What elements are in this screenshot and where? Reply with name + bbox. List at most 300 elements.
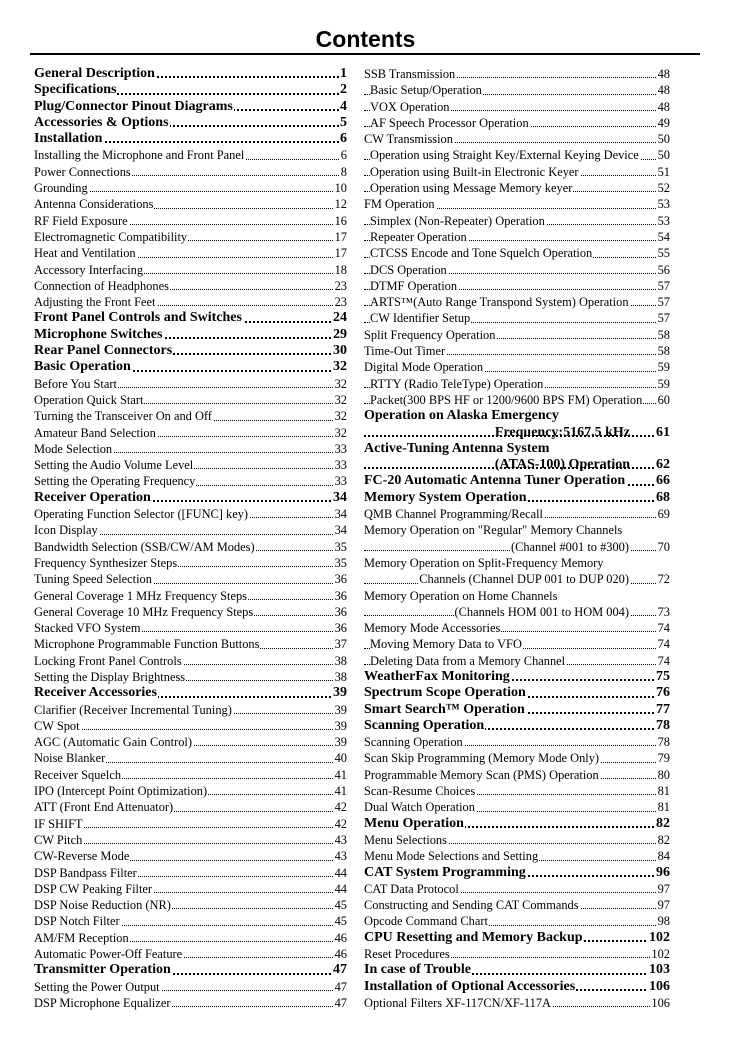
toc-entry-page: 53 bbox=[657, 213, 670, 228]
toc-entry-page: 35 bbox=[334, 539, 347, 554]
toc-entry bbox=[34, 164, 347, 180]
dot-leader bbox=[34, 729, 347, 730]
toc-entry-title: FC-20 Automatic Antenna Tuner Operation bbox=[364, 473, 626, 489]
toc-entry-title: CAT System Programming bbox=[364, 864, 526, 880]
toc-entry-page: 103 bbox=[649, 962, 670, 978]
toc-entry-title: Turning the Transceiver On and Off bbox=[34, 409, 212, 424]
toc-entry bbox=[364, 555, 670, 571]
toc-entry-title: Bandwidth Selection (SSB/CW/AM Modes) bbox=[34, 539, 255, 554]
toc-entry-page: 16 bbox=[334, 213, 347, 228]
toc-entry bbox=[364, 962, 670, 978]
toc-entry-title: Installing the Microphone and Front Panel bbox=[34, 148, 245, 163]
toc-entry-page: 36 bbox=[334, 604, 347, 619]
toc-entry bbox=[364, 82, 670, 98]
toc-entry-title: IPO (Intercept Point Optimization) bbox=[34, 784, 208, 799]
toc-entry-page: 45 bbox=[334, 898, 347, 913]
toc-entry bbox=[364, 392, 670, 408]
toc-entry bbox=[364, 979, 670, 995]
toc-entry bbox=[34, 620, 347, 636]
toc-entry-title: Operation using Built-in Electronic Keyer bbox=[370, 164, 579, 179]
toc-entry-page: 97 bbox=[657, 898, 670, 913]
toc-entry-title: Operating Function Selector ([FUNC] key) bbox=[34, 507, 249, 522]
toc-entry-page: 81 bbox=[657, 800, 670, 815]
toc-entry bbox=[34, 881, 347, 897]
toc-entry-title: Accessory Interfacing bbox=[34, 262, 144, 277]
toc-entry bbox=[34, 82, 347, 98]
toc-entry-page: 29 bbox=[333, 326, 347, 342]
toc-entry-page: 60 bbox=[657, 392, 670, 407]
toc-entry-title: (Channels HOM 001 to HOM 004) bbox=[454, 604, 629, 619]
toc-entry-page: 58 bbox=[657, 344, 670, 359]
toc-entry-title: Scanning Operation bbox=[364, 717, 485, 733]
toc-entry-title: Setting the Operating Frequency bbox=[34, 474, 196, 489]
toc-entry-page: 50 bbox=[657, 148, 670, 163]
toc-entry bbox=[34, 392, 347, 408]
toc-entry-title: DSP Noise Reduction (NR) bbox=[34, 898, 171, 913]
toc-entry bbox=[364, 588, 670, 604]
toc-entry-title: Memory Operation on Home Channels bbox=[364, 588, 558, 603]
toc-entry bbox=[364, 115, 670, 131]
toc-entry-page: 32 bbox=[334, 376, 347, 391]
toc-entry bbox=[364, 245, 670, 261]
toc-entry-page: 78 bbox=[656, 717, 670, 733]
toc-entry bbox=[364, 310, 670, 326]
toc-entry bbox=[34, 685, 347, 701]
toc-entry-page: 41 bbox=[334, 784, 347, 799]
toc-entry bbox=[34, 946, 347, 962]
toc-entry-page: 54 bbox=[657, 229, 670, 244]
toc-entry bbox=[364, 180, 670, 196]
toc-entry-title: Plug/Connector Pinout Diagrams bbox=[34, 98, 233, 114]
toc-entry-page: 23 bbox=[334, 278, 347, 293]
toc-entry-title: Setting the Audio Volume Level bbox=[34, 458, 194, 473]
toc-entry-page: 84 bbox=[657, 849, 670, 864]
toc-entry bbox=[34, 473, 347, 489]
toc-entry bbox=[364, 213, 670, 229]
toc-entry bbox=[364, 930, 670, 946]
toc-entry-page: 74 bbox=[657, 621, 670, 636]
toc-entry bbox=[34, 816, 347, 832]
toc-entry-title: Adjusting the Front Feet bbox=[34, 295, 156, 310]
toc-entry-title: Microphone Programmable Function Buttons bbox=[34, 637, 260, 652]
toc-entry-title: Installation bbox=[34, 131, 103, 147]
toc-entry bbox=[34, 930, 347, 946]
toc-entry bbox=[364, 359, 670, 375]
toc-entry-title: Front Panel Controls and Switches bbox=[34, 310, 242, 326]
toc-entry-page: 24 bbox=[333, 310, 347, 326]
toc-entry-page: 72 bbox=[657, 572, 670, 587]
toc-entry bbox=[364, 294, 670, 310]
toc-entry bbox=[34, 571, 347, 587]
toc-entry bbox=[34, 343, 347, 359]
toc-entry bbox=[364, 946, 670, 962]
toc-entry-title: Setting the Power Output bbox=[34, 979, 160, 994]
toc-entry bbox=[34, 767, 347, 783]
toc-entry bbox=[364, 685, 670, 701]
toc-entry-page: 38 bbox=[334, 669, 347, 684]
toc-entry-page: 10 bbox=[334, 181, 347, 196]
toc-entry-page: 43 bbox=[334, 849, 347, 864]
toc-entry-title: Automatic Power-Off Feature bbox=[34, 947, 183, 962]
toc-entry-page: 75 bbox=[656, 668, 670, 684]
toc-entry-title: Installation of Optional Accessories bbox=[364, 978, 576, 994]
toc-entry-page: 32 bbox=[334, 392, 347, 407]
toc-entry-page: 48 bbox=[657, 99, 670, 114]
toc-right-column bbox=[364, 66, 670, 1011]
toc-entry bbox=[34, 147, 347, 163]
toc-entry-title: SSB Transmission bbox=[364, 67, 456, 81]
toc-entry-title: Opcode Command Chart bbox=[364, 914, 488, 929]
toc-entry-title: VOX Operation bbox=[370, 99, 450, 114]
toc-entry-title: Antenna Considerations bbox=[34, 197, 154, 212]
toc-entry bbox=[34, 832, 347, 848]
toc-entry bbox=[34, 506, 347, 522]
toc-entry bbox=[34, 799, 347, 815]
toc-entry bbox=[364, 832, 670, 848]
toc-entry bbox=[364, 669, 670, 685]
toc-entry-title: Dual Watch Operation bbox=[364, 800, 475, 815]
toc-entry bbox=[34, 750, 347, 766]
toc-entry bbox=[34, 555, 347, 571]
toc-entry-title: Accessories & Options bbox=[34, 114, 169, 130]
toc-entry bbox=[364, 620, 670, 636]
toc-entry-title: Receiver Squelch bbox=[34, 767, 122, 782]
toc-entry-page: 36 bbox=[334, 621, 347, 636]
toc-entry-title: DCS Operation bbox=[370, 262, 447, 277]
toc-entry-title: Deleting Data from a Memory Channel bbox=[370, 653, 566, 668]
toc-entry-title: (ATAS-100) Operation bbox=[494, 457, 630, 473]
toc-entry bbox=[364, 164, 670, 180]
toc-entry-title: Operation using Straight Key/External Keying Device bbox=[370, 148, 639, 163]
toc-entry-page: 96 bbox=[656, 864, 670, 880]
toc-entry bbox=[364, 636, 670, 652]
toc-entry bbox=[34, 522, 347, 538]
toc-entry bbox=[364, 718, 670, 734]
toc-entry-page: 34 bbox=[334, 523, 347, 538]
toc-entry-title: Operation on Alaska Emergency bbox=[364, 408, 559, 424]
toc-entry-page: 44 bbox=[334, 865, 347, 880]
toc-entry bbox=[34, 490, 347, 506]
toc-entry-page: 33 bbox=[334, 458, 347, 473]
toc-entry-title: RF Field Exposure bbox=[34, 213, 128, 228]
toc-entry-page: 33 bbox=[334, 474, 347, 489]
toc-entry-title: Transmitter Operation bbox=[34, 962, 171, 978]
toc-entry-page: 34 bbox=[333, 489, 347, 505]
toc-entry-title: Channels (Channel DUP 001 to DUP 020) bbox=[419, 572, 629, 587]
toc-entry bbox=[364, 425, 670, 441]
toc-entry-title: Basic Operation bbox=[34, 359, 131, 375]
toc-entry bbox=[34, 213, 347, 229]
toc-entry-page: 62 bbox=[656, 457, 670, 473]
toc-entry bbox=[364, 147, 670, 163]
toc-entry-page: 32 bbox=[334, 425, 347, 440]
toc-entry-page: 8 bbox=[340, 164, 347, 179]
toc-entry-title: Amateur Band Selection bbox=[34, 425, 156, 440]
toc-entry bbox=[364, 229, 670, 245]
toc-entry bbox=[34, 115, 347, 131]
toc-entry bbox=[34, 376, 347, 392]
toc-entry bbox=[34, 180, 347, 196]
toc-entry bbox=[34, 865, 347, 881]
toc-entry-title: ARTS™(Auto Range Transpond System) Operation bbox=[370, 295, 629, 310]
toc-entry bbox=[364, 702, 670, 718]
toc-entry-page: 73 bbox=[657, 604, 670, 619]
toc-entry-title: In case of Trouble bbox=[364, 962, 471, 978]
toc-entry-title: Optional Filters XF-117CN/XF-117A bbox=[364, 995, 552, 1010]
toc-entry bbox=[34, 783, 347, 799]
toc-entry bbox=[364, 262, 670, 278]
toc-entry-page: 30 bbox=[333, 343, 347, 359]
toc-entry bbox=[364, 376, 670, 392]
toc-entry-title: Setting the Display Brightness bbox=[34, 669, 186, 684]
toc-entry-title: CPU Resetting and Memory Backup bbox=[364, 929, 583, 945]
toc-entry-page: 59 bbox=[657, 376, 670, 391]
title-underline bbox=[30, 53, 700, 55]
toc-entry-page: 38 bbox=[334, 653, 347, 668]
toc-entry-title: QMB Channel Programming/Recall bbox=[364, 507, 543, 522]
toc-entry-title: DSP Notch Filter bbox=[34, 914, 120, 929]
toc-entry-title: DSP CW Peaking Filter bbox=[34, 881, 153, 896]
toc-entry bbox=[364, 913, 670, 929]
toc-entry-page: 33 bbox=[334, 441, 347, 456]
toc-entry bbox=[34, 702, 347, 718]
toc-entry-page: 82 bbox=[656, 815, 670, 831]
toc-entry-title: CW Pitch bbox=[34, 832, 83, 847]
toc-entry bbox=[364, 604, 670, 620]
toc-entry-title: DTMF Operation bbox=[370, 278, 458, 293]
toc-entry bbox=[34, 897, 347, 913]
toc-entry-title: Menu Mode Selections and Setting bbox=[364, 849, 539, 864]
toc-entry-title: Tuning Speed Selection bbox=[34, 572, 152, 587]
toc-entry-page: 39 bbox=[334, 735, 347, 750]
toc-entry-page: 32 bbox=[333, 359, 347, 375]
toc-entry bbox=[364, 131, 670, 147]
toc-entry-title: Locking Front Panel Controls bbox=[34, 653, 182, 668]
toc-entry-title: IF SHIFT bbox=[34, 816, 83, 831]
toc-entry-page: 40 bbox=[334, 751, 347, 766]
toc-entry-title: Operation Quick Start bbox=[34, 392, 144, 407]
toc-entry-page: 42 bbox=[334, 800, 347, 815]
toc-entry-title: Time-Out Timer bbox=[364, 344, 446, 359]
toc-entry-title: Menu Operation bbox=[364, 815, 464, 831]
toc-entry-page: 70 bbox=[657, 539, 670, 554]
toc-entry-page: 2 bbox=[340, 82, 347, 98]
toc-entry bbox=[364, 441, 670, 457]
toc-entry bbox=[34, 327, 347, 343]
toc-entry-page: 48 bbox=[657, 83, 670, 98]
toc-entry-page: 12 bbox=[334, 197, 347, 212]
toc-entry-page: 47 bbox=[333, 962, 347, 978]
toc-entry-title: Menu Selections bbox=[364, 832, 447, 847]
toc-entry-title: Scanning Operation bbox=[364, 735, 463, 750]
toc-entry bbox=[34, 441, 347, 457]
toc-entry bbox=[34, 653, 347, 669]
toc-entry bbox=[34, 131, 347, 147]
toc-entry bbox=[34, 99, 347, 115]
toc-entry-page: 36 bbox=[334, 588, 347, 603]
toc-entry bbox=[364, 881, 670, 897]
toc-entry-page: 97 bbox=[657, 881, 670, 896]
toc-entry-page: 98 bbox=[657, 914, 670, 929]
toc-entry bbox=[364, 799, 670, 815]
toc-entry-title: Receiver Accessories bbox=[34, 685, 157, 701]
toc-entry-page: 42 bbox=[334, 816, 347, 831]
toc-entry bbox=[364, 473, 670, 489]
toc-entry bbox=[34, 408, 347, 424]
toc-entry-title: CW Transmission bbox=[364, 132, 453, 147]
toc-entry-page: 58 bbox=[657, 327, 670, 342]
toc-entry-title: Memory Operation on "Regular" Memory Channels bbox=[364, 523, 623, 538]
toc-entry bbox=[364, 278, 670, 294]
toc-entry-page: 74 bbox=[657, 653, 670, 668]
toc-entry-title: Mode Selection bbox=[34, 441, 113, 456]
toc-entry-page: 36 bbox=[334, 572, 347, 587]
toc-entry-title: Memory Operation on Split-Frequency Memory bbox=[364, 555, 604, 570]
toc-entry-title: Electromagnetic Compatibility bbox=[34, 229, 188, 244]
toc-entry bbox=[34, 278, 347, 294]
toc-entry-title: Repeater Operation bbox=[370, 229, 467, 244]
toc-entry-title: CTCSS Encode and Tone Squelch Operation bbox=[370, 246, 593, 261]
toc-entry-page: 41 bbox=[334, 767, 347, 782]
toc-entry-title: (Channel #001 to #300) bbox=[510, 539, 629, 554]
toc-entry bbox=[364, 653, 670, 669]
toc-entry-title: Power Connections bbox=[34, 164, 131, 179]
toc-entry-title: AF Speech Processor Operation bbox=[370, 115, 529, 130]
toc-entry bbox=[34, 848, 347, 864]
toc-entry bbox=[34, 310, 347, 326]
toc-entry-title: Spectrum Scope Operation bbox=[364, 685, 526, 701]
toc-entry-title: Stacked VFO System bbox=[34, 621, 141, 636]
toc-entry-page: 102 bbox=[649, 929, 670, 945]
toc-entry-title: Rear Panel Connectors bbox=[34, 343, 173, 359]
toc-entry bbox=[34, 245, 347, 261]
toc-entry-title: Clarifier (Receiver Incremental Tuning) bbox=[34, 702, 232, 717]
toc-entry-title: Icon Display bbox=[34, 523, 98, 538]
toc-entry-page: 81 bbox=[657, 784, 670, 799]
toc-entry bbox=[364, 196, 670, 212]
toc-entry-page: 74 bbox=[657, 637, 670, 652]
toc-entry-title: Scan-Resume Choices bbox=[364, 784, 476, 799]
toc-entry-page: 17 bbox=[334, 229, 347, 244]
toc-entry bbox=[364, 848, 670, 864]
toc-entry bbox=[34, 66, 347, 82]
toc-entry-page: 79 bbox=[657, 751, 670, 766]
toc-entry-page: 34 bbox=[334, 507, 347, 522]
toc-entry-title: Programmable Memory Scan (PMS) Operation bbox=[364, 767, 599, 782]
toc-entry-page: 50 bbox=[657, 132, 670, 147]
toc-entry-title: RTTY (Radio TeleType) Operation bbox=[370, 376, 544, 391]
toc-entry bbox=[364, 571, 670, 587]
toc-entry-title: Before You Start bbox=[34, 376, 117, 391]
toc-entry-page: 56 bbox=[657, 262, 670, 277]
toc-entry bbox=[364, 506, 670, 522]
toc-entry bbox=[364, 995, 670, 1011]
toc-entry bbox=[34, 229, 347, 245]
toc-entry-title: CAT Data Protocol bbox=[364, 881, 459, 896]
toc-entry bbox=[364, 99, 670, 115]
toc-entry-page: 32 bbox=[334, 409, 347, 424]
toc-entry-title: Digital Mode Operation bbox=[364, 360, 484, 375]
toc-entry-title: Smart Search™ Operation bbox=[364, 701, 525, 717]
toc-entry-page: 47 bbox=[334, 979, 347, 994]
toc-entry bbox=[34, 359, 347, 375]
toc-entry-title: CW Spot bbox=[34, 718, 80, 733]
toc-entry-page: 82 bbox=[657, 832, 670, 847]
toc-entry-page: 6 bbox=[340, 148, 347, 163]
toc-entry bbox=[34, 294, 347, 310]
toc-entry-page: 55 bbox=[657, 246, 670, 261]
toc-entry-title: AGC (Automatic Gain Control) bbox=[34, 735, 192, 750]
toc-entry-title: Scan Skip Programming (Memory Mode Only) bbox=[364, 751, 600, 766]
toc-entry bbox=[34, 636, 347, 652]
toc-entry bbox=[364, 490, 670, 506]
toc-entry-page: 69 bbox=[657, 507, 670, 522]
toc-entry-page: 1 bbox=[340, 66, 347, 81]
toc-entry-page: 48 bbox=[657, 67, 670, 81]
toc-entry bbox=[364, 865, 670, 881]
toc-entry-title: Specifications bbox=[34, 82, 117, 98]
toc-entry-title: Noise Blanker bbox=[34, 751, 106, 766]
toc-entry-page: 4 bbox=[340, 98, 347, 114]
toc-entry-page: 23 bbox=[334, 295, 347, 310]
toc-entry-page: 68 bbox=[656, 489, 670, 505]
toc-entry-title: Heat and Ventilation bbox=[34, 246, 136, 261]
toc-entry bbox=[364, 408, 670, 424]
toc-entry-page: 44 bbox=[334, 881, 347, 896]
toc-entry-page: 57 bbox=[657, 278, 670, 293]
toc-left-column bbox=[34, 66, 347, 1011]
toc-entry-page: 39 bbox=[334, 718, 347, 733]
toc-entry-title: Microphone Switches bbox=[34, 326, 163, 342]
toc-entry-title: FM Operation bbox=[364, 197, 435, 212]
toc-entry-page: 59 bbox=[657, 360, 670, 375]
toc-entry bbox=[364, 327, 670, 343]
toc-entry-title: CW Identifier Setup bbox=[370, 311, 471, 326]
toc-entry-page: 39 bbox=[334, 702, 347, 717]
page-title: Contents bbox=[315, 26, 416, 52]
toc-entry bbox=[34, 962, 347, 978]
toc-entry-page: 106 bbox=[649, 978, 670, 994]
toc-entry bbox=[34, 604, 347, 620]
toc-entry bbox=[34, 995, 347, 1011]
toc-entry bbox=[34, 457, 347, 473]
toc-entry-page: 35 bbox=[334, 555, 347, 570]
toc-entry-page: 52 bbox=[657, 181, 670, 196]
toc-entry bbox=[34, 196, 347, 212]
toc-entry-title: DSP Microphone Equalizer bbox=[34, 995, 171, 1010]
toc-entry-page: 47 bbox=[334, 995, 347, 1010]
toc-entry bbox=[364, 457, 670, 473]
toc-entry bbox=[364, 66, 670, 82]
toc-entry-page: 17 bbox=[334, 246, 347, 261]
toc-entry-title: Receiver Operation bbox=[34, 489, 151, 505]
toc-entry-title: Split Frequency Operation bbox=[364, 327, 496, 342]
toc-entry-page: 57 bbox=[657, 311, 670, 326]
toc-entry-title: Packet(300 BPS HF or 1200/9600 BPS FM) Operation bbox=[370, 392, 643, 407]
toc-entry-page: 102 bbox=[651, 947, 670, 962]
toc-entry-title: CW-Reverse Mode bbox=[34, 849, 130, 864]
toc-entry-page: 45 bbox=[334, 914, 347, 929]
toc-entry-title: Reset Procedures bbox=[364, 947, 450, 962]
toc-entry bbox=[364, 897, 670, 913]
toc-entry-page: 49 bbox=[657, 115, 670, 130]
toc-entry-page: 66 bbox=[656, 473, 670, 489]
toc-entry-page: 77 bbox=[656, 701, 670, 717]
toc-entry bbox=[364, 539, 670, 555]
toc-entry-page: 78 bbox=[657, 735, 670, 750]
toc-entry-page: 37 bbox=[334, 637, 347, 652]
toc-entry bbox=[364, 767, 670, 783]
